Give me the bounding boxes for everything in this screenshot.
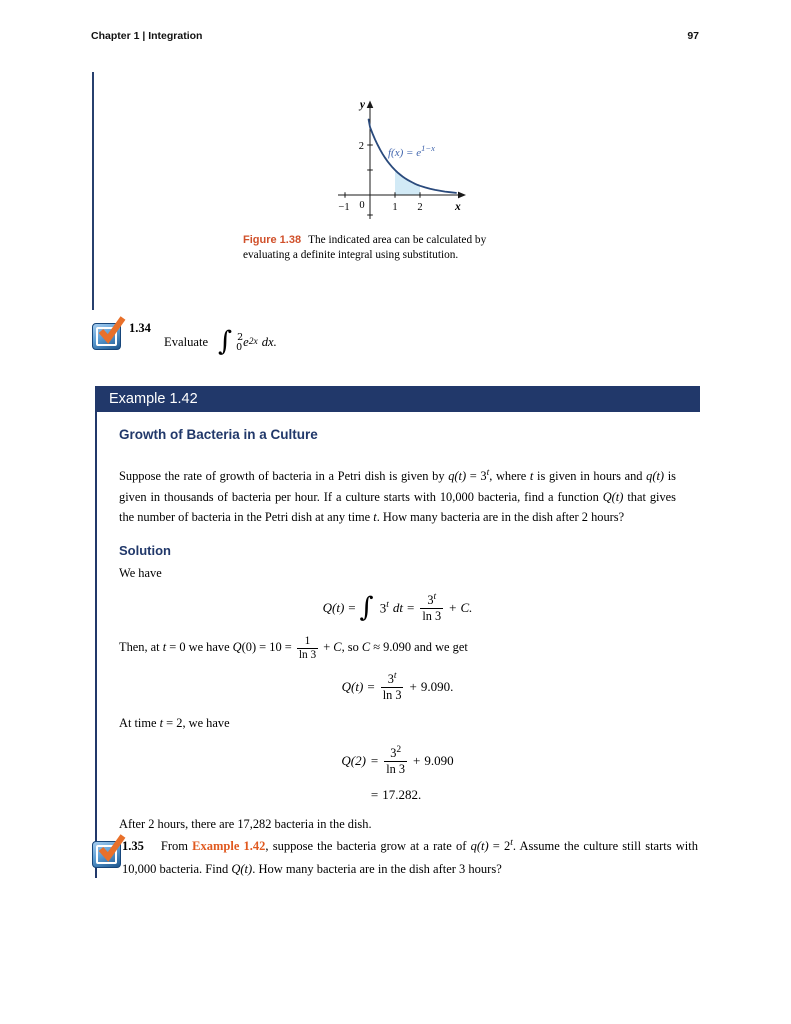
at-time-line: At time t = 2, we have xyxy=(119,715,230,730)
integral-sign: ∫ 2 0 xyxy=(218,327,243,357)
x-tick-label-2: 2 xyxy=(417,202,423,213)
integral-lower-limit: 0 xyxy=(236,342,243,353)
example-title: Growth of Bacteria in a Culture xyxy=(119,427,318,442)
integral-sign: ∫ xyxy=(359,591,374,623)
figure-label: Figure 1.38 xyxy=(243,234,302,246)
figure-caption xyxy=(243,233,519,262)
integral-upper-limit: 2 xyxy=(237,332,244,343)
checkpoint-number: 1.34 xyxy=(129,321,151,335)
page-header xyxy=(91,30,699,42)
checkpoint-1-34 xyxy=(92,320,692,368)
y-axis-arrow xyxy=(367,101,374,109)
section-rule xyxy=(92,72,94,310)
figure-caption-text: The indicated area can be calculated by evaluating a definite integral using substitution. xyxy=(243,234,487,261)
x-tick-label-1: 1 xyxy=(392,202,398,213)
equation-3: Q(2) = $\frac{3^2}{\ln 3}$ + 9.090 = 17.282. xyxy=(341,744,454,802)
checkpoint-prompt: Evaluate ∫ 2 0 e 2x dx. xyxy=(164,320,277,364)
figure-graph xyxy=(322,98,472,225)
checkpoint-icon xyxy=(92,323,121,350)
checkpoint-1-35 xyxy=(92,832,698,880)
equation-2: Q(t) = $\frac{3^t}{\ln 3}$ + 9.090. xyxy=(341,671,454,703)
x-axis-arrow xyxy=(458,192,466,199)
y-tick-label-2: 2 xyxy=(358,141,364,152)
then-line: Then, at t = 0 we have Q(0) = 10 = $\frac{1}{\ln 3}$ + C, so C ≈ 9.090 and we get xyxy=(119,635,468,662)
x-tick-label-0: 0 xyxy=(359,200,365,211)
conclusion-line: After 2 hours, there are 17,282 bacteria in the dish. xyxy=(119,816,372,831)
solution-heading: Solution xyxy=(119,543,171,559)
x-axis-label: x xyxy=(455,201,461,213)
example-body: Suppose the rate of growth of bacteria in a Petri dish is given by $q(t) = 3^t$, where t is given in hours and q(t) is given in thousands of bacteria per hour. If a culture starts with 10,000 bacteria, find a function Q(t) that gives the number of bacteria in the Petri dish at any time t. How many bacteria are in the dish after 2 hours? xyxy=(119,468,676,524)
chapter-title: Chapter 1 | Integration xyxy=(91,30,203,42)
fraction: $\frac{3^2}{\ln 3}$ xyxy=(386,744,406,776)
we-have-line: We have xyxy=(119,566,162,581)
checkpoint-number: 1.35 xyxy=(122,839,144,854)
checkmark-icon xyxy=(94,832,128,864)
example-banner: Example 1.42 xyxy=(95,386,700,412)
x-tick-label-neg1: −1 xyxy=(338,202,350,213)
equation-1: Q(t) = ∫ 3$^t$ dt = $\frac{3^t}{\ln 3}$ + C. xyxy=(322,591,473,623)
page-number: 97 xyxy=(687,30,699,42)
fraction: $\frac{3^t}{\ln 3}$ xyxy=(422,592,442,623)
fraction: $\frac{1}{\ln 3}$ xyxy=(298,635,317,662)
checkpoint-icon xyxy=(92,841,121,868)
example-link[interactable]: Example 1.42 xyxy=(192,839,266,854)
checkpoint-text: 1.35 From Example 1.42, suppose the bacteria grow at a rate of $q(t) = 2^t$. Assume the culture still starts with 10,000 bacteria. Find Q(t). How many bacteria are in the dish after 3 hours? xyxy=(122,838,698,876)
fraction: $\frac{3^t}{\ln 3}$ xyxy=(382,671,402,703)
y-axis-label: y xyxy=(359,99,365,111)
example-content xyxy=(95,412,700,878)
checkmark-icon xyxy=(94,314,128,346)
function-label: $f(x) = e^{1-x}$ xyxy=(388,143,435,159)
